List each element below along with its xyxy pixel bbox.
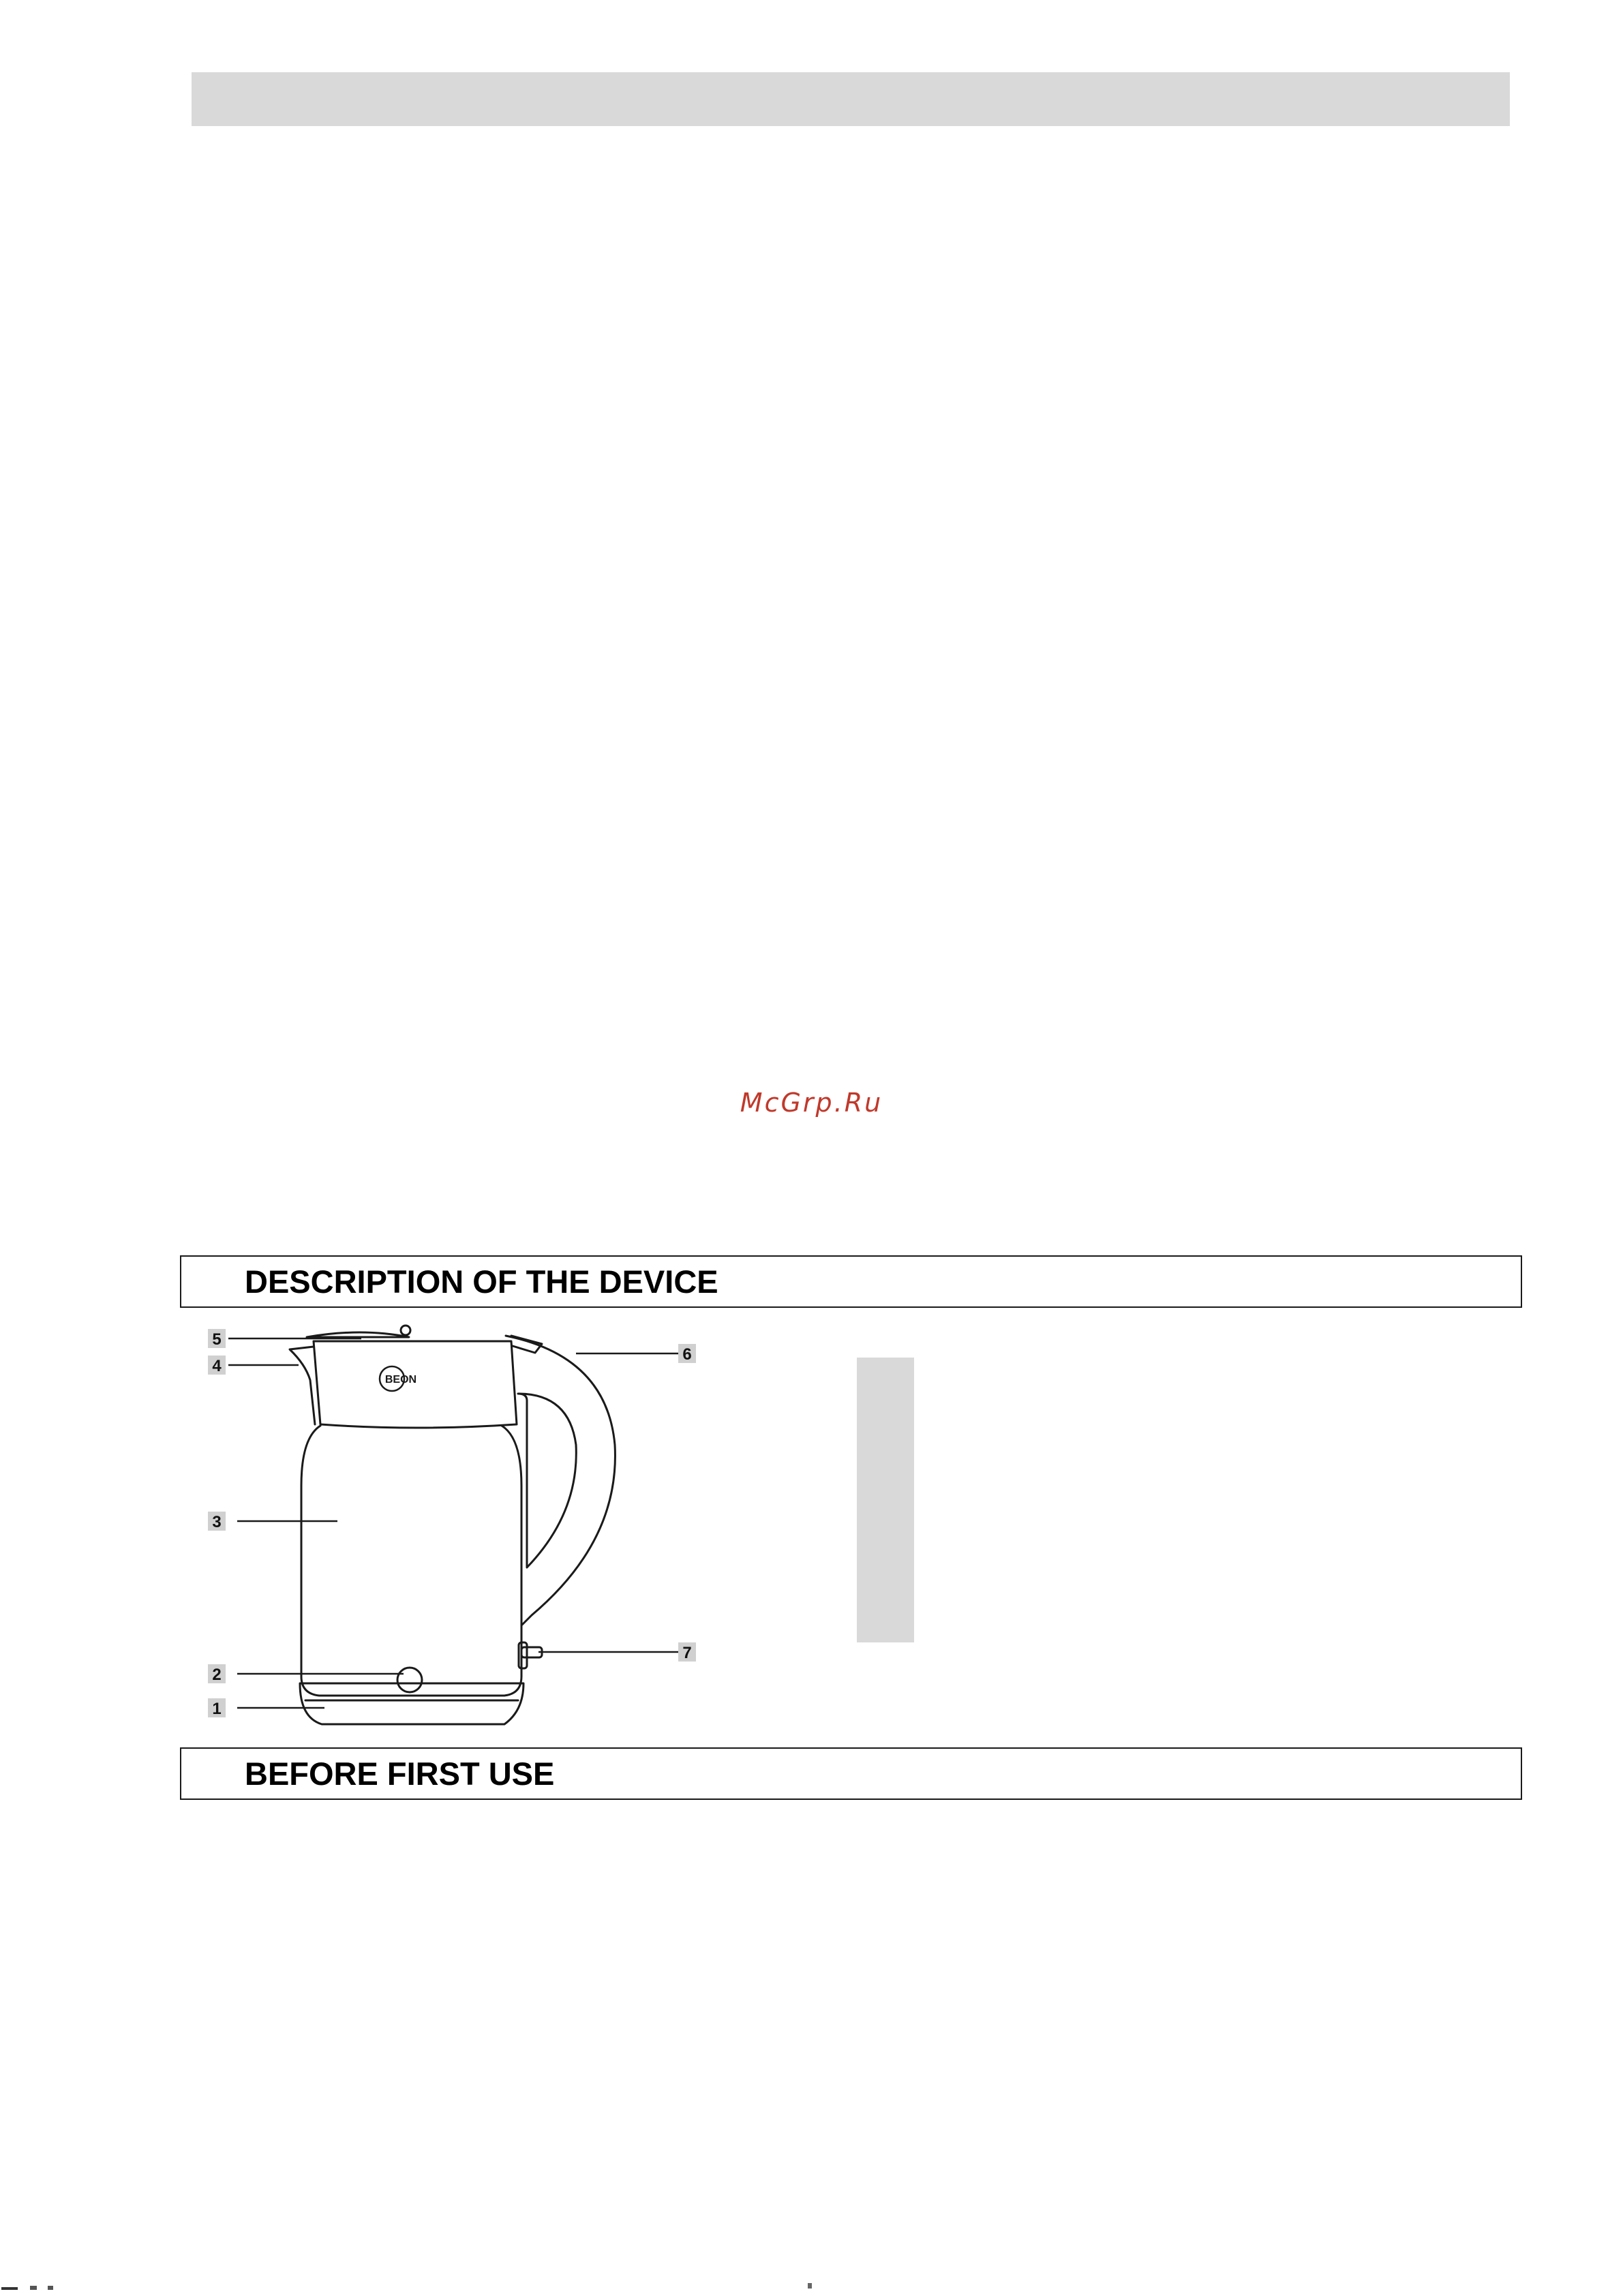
callout-7: 7: [682, 1644, 692, 1662]
footer-scan-marks: [0, 2280, 852, 2296]
brand-logo-text: BEON: [384, 1374, 417, 1386]
kettle-diagram: [198, 1315, 716, 1751]
callout-3: 3: [212, 1513, 222, 1531]
section-description-title: DESCRIPTION OF THE DEVICE: [245, 1264, 718, 1300]
callout-5: 5: [212, 1330, 222, 1349]
callout-6: 6: [682, 1345, 692, 1364]
kettle-handle-inner: [518, 1394, 576, 1567]
section-before-first-use-title: BEFORE FIRST USE: [245, 1756, 555, 1792]
kettle-base: [300, 1683, 524, 1724]
section-before-first-use-header: [180, 1747, 1522, 1800]
kettle-spout: [290, 1347, 315, 1424]
side-gray-band: [857, 1358, 914, 1642]
watermark-text: McGrp.Ru: [740, 1088, 883, 1118]
callout-2: 2: [212, 1666, 222, 1684]
kettle-body: [301, 1426, 521, 1696]
section-description-header: [180, 1255, 1522, 1308]
lid-knob: [401, 1326, 410, 1335]
header-gray-band: [192, 72, 1510, 126]
callout-1: 1: [212, 1700, 222, 1718]
kettle-lid: [307, 1332, 409, 1337]
switch-button: [397, 1668, 422, 1692]
callout-4: 4: [212, 1357, 222, 1375]
